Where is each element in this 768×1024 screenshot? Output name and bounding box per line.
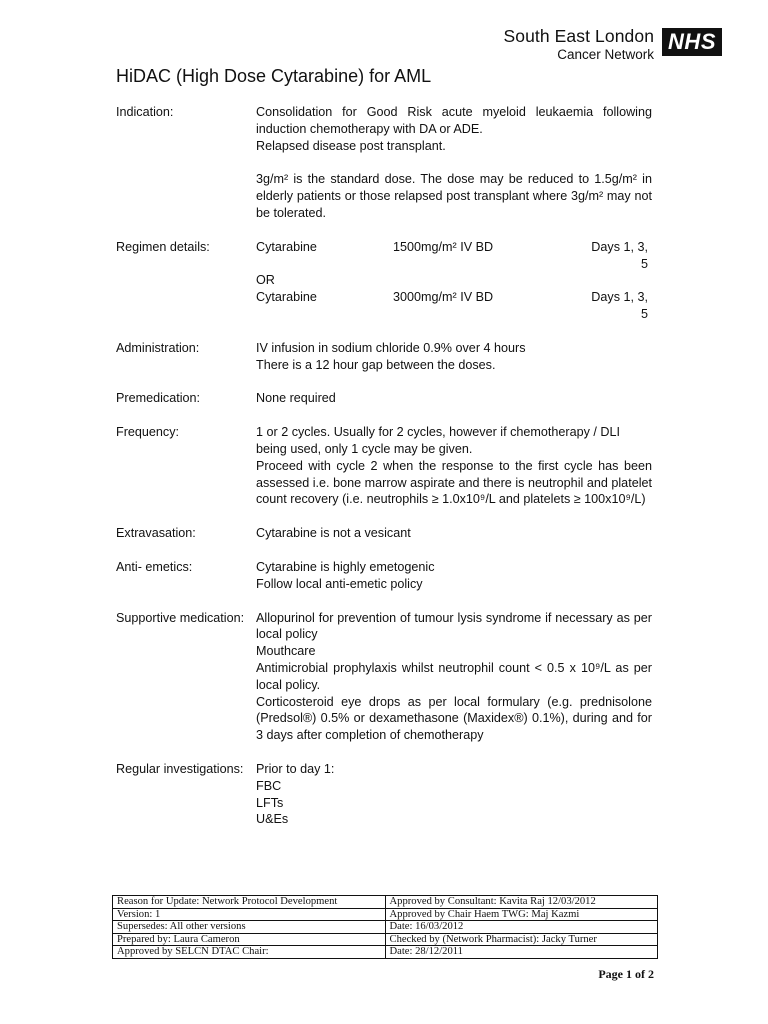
section-label: Extravasation: bbox=[116, 526, 196, 541]
regimen-days: Days 1, 3, 5 bbox=[591, 239, 648, 271]
table-row bbox=[113, 908, 658, 921]
section-label: Regimen details: bbox=[116, 239, 210, 254]
section-body bbox=[256, 239, 652, 323]
section-label: Indication: bbox=[116, 105, 174, 119]
list-item: LFTs bbox=[256, 795, 284, 810]
list-item: U&Es bbox=[256, 812, 289, 827]
section-regular-investigations bbox=[116, 761, 652, 828]
regimen-dose: 1500mg/m² IV BD bbox=[393, 239, 494, 254]
table-cell: Date: 16/03/2012 bbox=[385, 921, 658, 934]
premedication-text: None required bbox=[256, 391, 336, 406]
logo-network-subtitle: Cancer Network bbox=[557, 46, 655, 62]
table-row bbox=[113, 946, 658, 959]
nhs-logo-badge: NHS bbox=[662, 28, 722, 56]
frequency-text: Proceed with cycle 2 when the response to the first cycle has been assessed i.e. bone marrow aspirate and there is neutrophil and platelet count recovery (i.e. neutrophils ≥ 1.0x10⁹/L and platelets ≥ 100x10⁹/L) bbox=[256, 458, 652, 507]
supportive-text: Antimicrobial prophylaxis whilst neutrophil count < 0.5 x 10⁹/L as per local policy. bbox=[256, 660, 652, 692]
supportive-text: Mouthcare bbox=[256, 644, 316, 659]
regimen-row bbox=[256, 239, 652, 273]
regimen-days: Days 1, 3, 5 bbox=[591, 290, 648, 321]
section-body bbox=[256, 104, 652, 222]
section-body bbox=[256, 761, 652, 828]
regimen-drug: Cytarabine bbox=[256, 290, 317, 305]
regimen-row bbox=[256, 289, 652, 323]
page-number: Page 1 of 2 bbox=[598, 967, 654, 981]
table-cell: Version: 1 bbox=[113, 908, 386, 921]
section-label: Premedication: bbox=[116, 391, 200, 406]
regimen-drug: Cytarabine bbox=[256, 239, 317, 254]
list-item: Prior to day 1: bbox=[256, 761, 335, 776]
section-administration bbox=[116, 340, 652, 374]
section-label: Regular investigations: bbox=[116, 761, 244, 776]
table-cell: Approved by Chair Haem TWG: Maj Kazmi bbox=[385, 908, 658, 921]
document-title: HiDAC (High Dose Cytarabine) for AML bbox=[116, 66, 432, 86]
table-cell: Approved by Consultant: Kavita Raj 12/03/2012 bbox=[385, 896, 658, 909]
administration-text: There is a 12 hour gap between the doses. bbox=[256, 357, 496, 372]
table-cell: Checked by (Network Pharmacist): Jacky Turner bbox=[385, 933, 658, 946]
section-extravasation bbox=[116, 525, 652, 542]
section-body bbox=[256, 340, 652, 374]
anti-emetics-text: Cytarabine is highly emetogenic bbox=[256, 559, 435, 574]
table-cell: Supersedes: All other versions bbox=[113, 921, 386, 934]
section-label: Supportive medication: bbox=[116, 610, 245, 625]
section-frequency bbox=[116, 424, 652, 508]
section-body bbox=[256, 559, 652, 593]
section-body bbox=[256, 424, 652, 508]
extravasation-text: Cytarabine is not a vesicant bbox=[256, 526, 411, 541]
table-row bbox=[113, 933, 658, 946]
supportive-text: Allopurinol for prevention of tumour lysis syndrome if necessary as per local policy bbox=[256, 610, 652, 642]
section-anti-emetics bbox=[116, 559, 652, 593]
anti-emetics-text: Follow local anti-emetic policy bbox=[256, 576, 423, 591]
administration-text: IV infusion in sodium chloride 0.9% over 4 hours bbox=[256, 340, 526, 355]
table-row bbox=[113, 921, 658, 934]
section-indication bbox=[116, 104, 652, 222]
regimen-dose: 3000mg/m² IV BD bbox=[393, 290, 494, 305]
table-row bbox=[113, 896, 658, 909]
indication-text: Relapsed disease post transplant. bbox=[256, 138, 446, 153]
list-item: FBC bbox=[256, 778, 282, 793]
logo-network-name: South East London bbox=[503, 26, 655, 46]
indication-text: Consolidation for Good Risk acute myeloid leukaemia following induction chemotherapy with DA or ADE. bbox=[256, 105, 652, 136]
section-label: Administration: bbox=[116, 340, 200, 355]
section-premedication bbox=[116, 390, 652, 407]
document-control-table bbox=[112, 895, 658, 959]
table-cell: Prepared by: Laura Cameron bbox=[113, 933, 386, 946]
section-label: Anti- emetics: bbox=[116, 559, 193, 574]
section-supportive-medication bbox=[116, 610, 652, 744]
table-cell: Approved by SELCN DTAC Chair: bbox=[113, 946, 386, 959]
section-body bbox=[256, 610, 652, 744]
network-logo bbox=[503, 28, 722, 61]
section-body bbox=[256, 390, 652, 407]
section-label: Frequency: bbox=[116, 425, 179, 440]
table-cell: Reason for Update: Network Protocol Development bbox=[113, 896, 386, 909]
supportive-text: Corticosteroid eye drops as per local formulary (e.g. prednisolone (Predsol®) 0.5% or dexamethasone (Maxidex®) 0.1%), during and for 3 days after completion of chemotherapy bbox=[256, 694, 652, 743]
logo-text bbox=[503, 28, 654, 61]
table-cell: Date: 28/12/2011 bbox=[385, 946, 658, 959]
protocol-content bbox=[116, 104, 652, 845]
frequency-text: 1 or 2 cycles. Usually for 2 cycles, however if chemotherapy / DLI being used, only 1 cycle may be given. bbox=[256, 425, 620, 456]
section-body bbox=[256, 525, 652, 542]
regimen-or: OR bbox=[256, 273, 275, 288]
standard-dose-note: 3g/m² is the standard dose. The dose may be reduced to 1.5g/m² in elderly patients or those relapsed post transplant where 3g/m² may not be tolerated. bbox=[256, 172, 652, 220]
section-regimen-details bbox=[116, 239, 652, 323]
